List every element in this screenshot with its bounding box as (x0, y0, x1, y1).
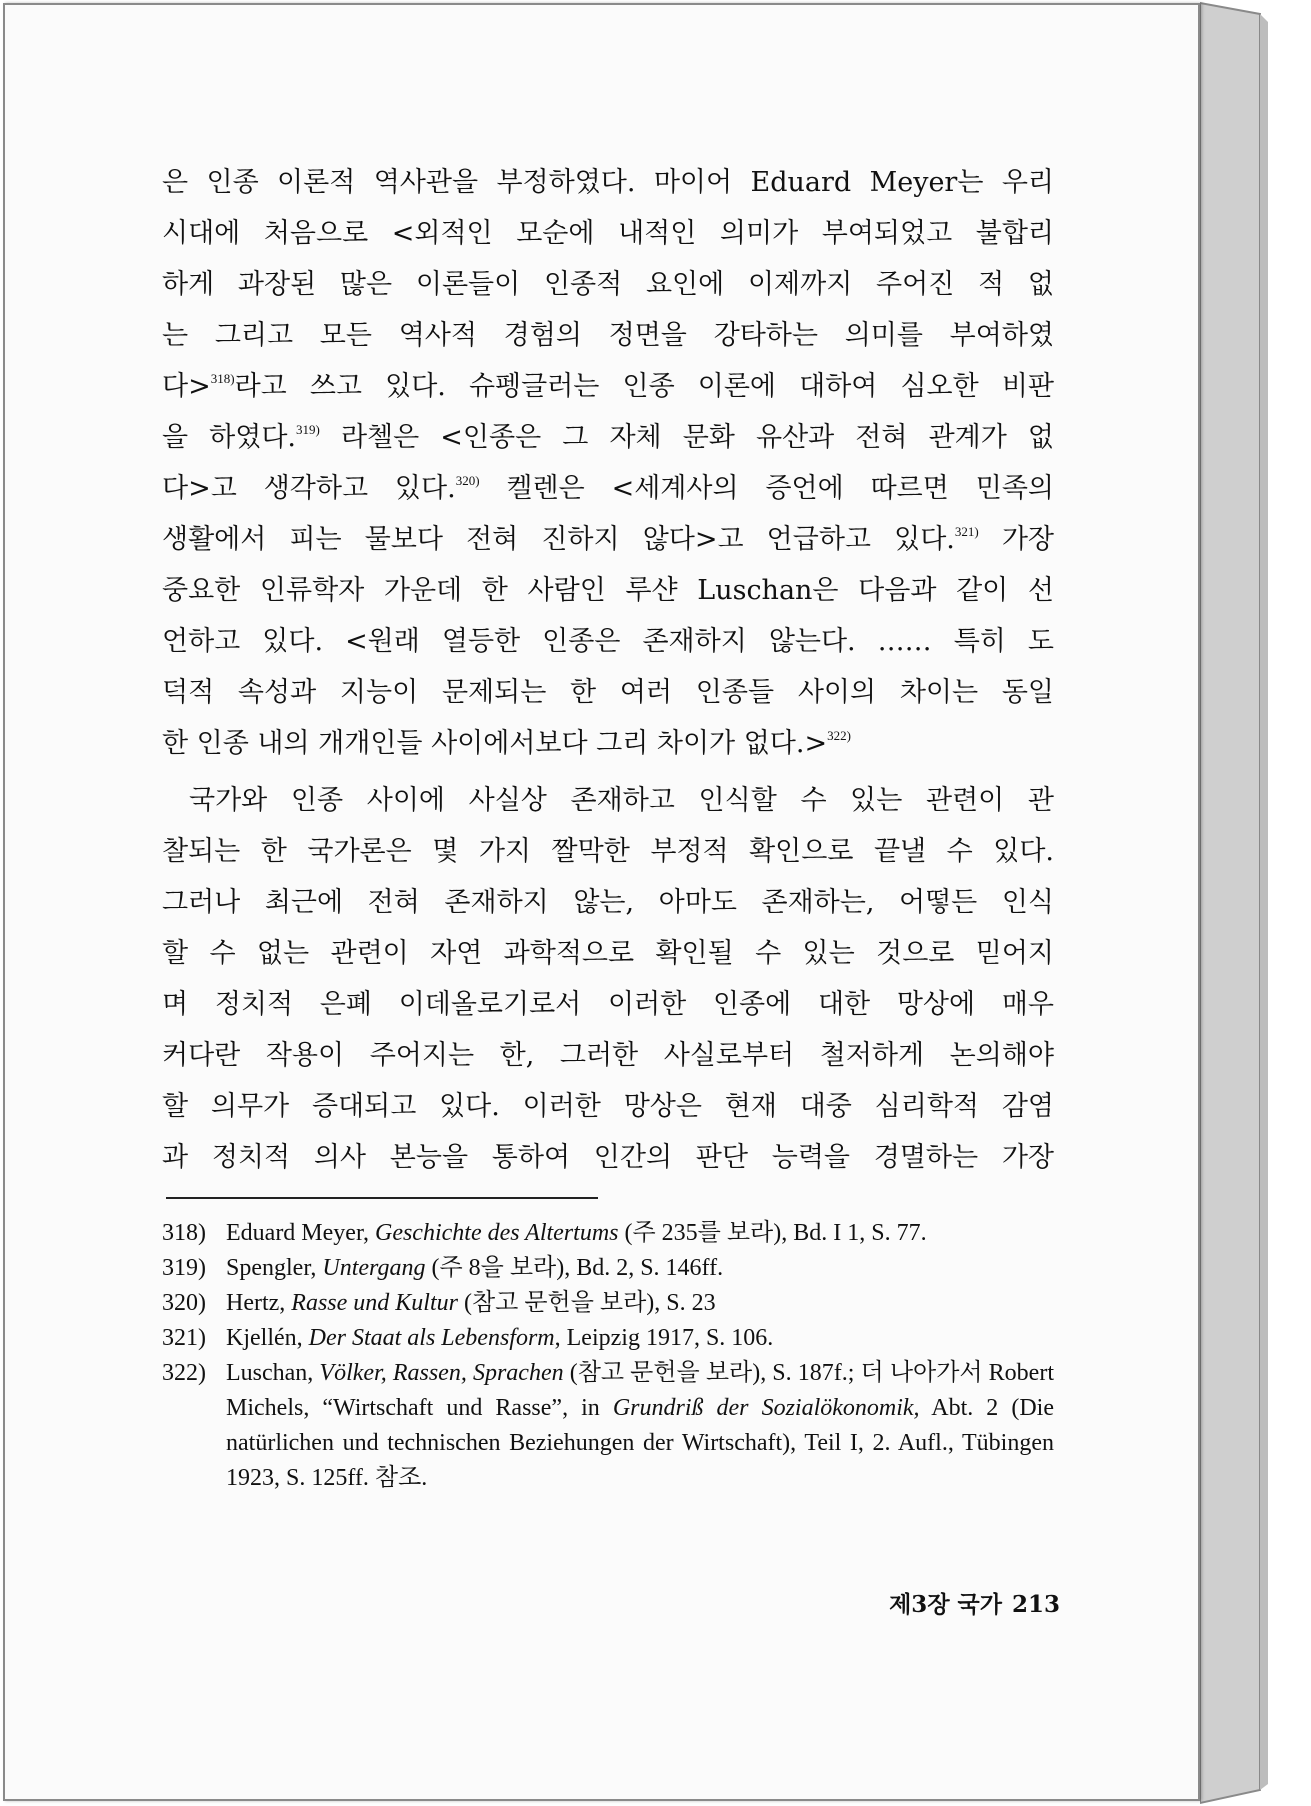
text-segment: 라첼은 <인종은 그 자체 문화 유산과 전혀 관계가 없 (319, 422, 1054, 453)
footnote-text (226, 1321, 1054, 1356)
text-segment: 다> (162, 371, 211, 402)
footnote-text (226, 1356, 1054, 1496)
footnote-segment: (주 8을 보라), Bd. 2, S. 146ff. (425, 1255, 724, 1281)
footnote-title: Grundriß der Sozialökonomik, (612, 1395, 920, 1421)
footnote-title: Geschichte des Altertums (374, 1220, 619, 1246)
text-line: 할 수 없는 관련이 자연 과학적으로 확인될 수 있는 것으로 믿어지 (162, 938, 1054, 969)
footnote-number: 318) (162, 1220, 206, 1246)
text-line (162, 361, 1054, 412)
footnote-title: Untergang (322, 1255, 426, 1281)
text-line (162, 718, 1054, 769)
text-line (162, 514, 1054, 565)
text-line (162, 463, 1054, 514)
page-footer (840, 1586, 1060, 1619)
footnote-ref: 318) (210, 371, 235, 386)
footnote (162, 1251, 1054, 1286)
text-line (162, 412, 1054, 463)
footnote-number: 320) (162, 1290, 206, 1316)
footnote-segment: Eduard Meyer, (226, 1220, 375, 1246)
footnote (162, 1321, 1054, 1356)
footnote-title: Völker, Rassen, Sprachen (319, 1360, 564, 1386)
text-line: 찰되는 한 국가론은 몇 가지 짤막한 부정적 확인으로 끝낼 수 있다. (162, 836, 1054, 867)
footnote-number: 322) (162, 1360, 206, 1386)
footnote-segment: (주 235를 보라), Bd. I 1, S. 77. (618, 1220, 927, 1246)
footnote-segment: (참고 문헌을 보라), S. 23 (457, 1290, 716, 1316)
book-edge-graphic (1200, 0, 1311, 1806)
footnote-segment: Abt. 2 (Die natürlichen und technischen Beziehungen der Wirtschaft), Teil I, 2. Aufl., Tübingen 1923, S. 125ff. 참조. (226, 1395, 1054, 1491)
footnote-text (226, 1251, 1054, 1286)
text-line: 덕적 속성과 지능이 문제되는 한 여러 인종들 사이의 차이는 동일 (162, 677, 1054, 708)
footnotes (162, 1216, 1054, 1496)
chapter-title: 제3장 국가 (889, 1591, 1002, 1618)
footnote-title: Rasse und Kultur (291, 1290, 458, 1316)
footnote-segment: Luschan, (226, 1360, 320, 1386)
text-line: 국가와 인종 사이에 사실상 존재하고 인식할 수 있는 관련이 관 (189, 785, 1054, 816)
footnote-divider (166, 1197, 598, 1199)
footnote-text (226, 1216, 1054, 1251)
footnote-number: 321) (162, 1325, 206, 1351)
footnote-ref: 322) (827, 728, 851, 743)
footnote (162, 1216, 1054, 1251)
text-segment: 다>고 생각하고 있다. (162, 473, 456, 504)
footnote-segment: Spengler, (226, 1255, 323, 1281)
footnote-ref: 319) (296, 422, 320, 437)
text-line: 며 정치적 은폐 이데올로기로서 이러한 인종에 대한 망상에 매우 (162, 989, 1054, 1020)
text-segment: 라고 쓰고 있다. 슈펭글러는 인종 이론에 대하여 심오한 비판 (234, 371, 1054, 402)
text-segment: 생활에서 피는 물보다 전혀 진하지 않다>고 언급하고 있다. (162, 524, 955, 555)
book-page-edge (1200, 0, 1311, 1806)
text-line: 그러나 최근에 전혀 존재하지 않는, 아마도 존재하는, 어떻든 인식 (162, 887, 1054, 918)
text-segment: 켈렌은 <세계사의 증언에 따르면 민족의 (479, 473, 1054, 504)
footnote-text (226, 1286, 1054, 1321)
text-line: 커다란 작용이 주어지는 한, 그러한 사실로부터 철저하게 논의해야 (162, 1040, 1054, 1071)
footnote-segment: Hertz, (226, 1290, 292, 1316)
text-line: 은 인종 이론적 역사관을 부정하였다. 마이어 Eduard Meyer는 우리 (162, 167, 1054, 198)
footnote (162, 1286, 1054, 1321)
text-line: 하게 과장된 많은 이론들이 인종적 요인에 이제까지 주어진 적 없 (162, 269, 1054, 300)
text-line: 할 의무가 증대되고 있다. 이러한 망상은 현재 대중 심리학적 감염 (162, 1091, 1054, 1122)
page-number: 213 (1011, 1591, 1060, 1618)
text-line: 는 그리고 모든 역사적 경험의 정면을 강타하는 의미를 부여하였 (162, 320, 1054, 351)
main-text (162, 157, 1054, 1183)
footnote-segment: (참고 문헌을 보라), S. 187f.; 더 나아가서 Robert Michels, “Wirtschaft und Rasse”, in (226, 1360, 1054, 1421)
footnote-ref: 320) (455, 473, 480, 488)
footnote-segment: Kjellén, (226, 1325, 309, 1351)
footnote-title: Der Staat als Lebensform (308, 1325, 555, 1351)
text-line: 언하고 있다. <원래 열등한 인종은 존재하지 않는다. …… 특히 도 (162, 626, 1054, 657)
footnote-number: 319) (162, 1255, 206, 1281)
footnote-segment: , Leipzig 1917, S. 106. (554, 1325, 774, 1351)
text-line: 중요한 인류학자 가운데 한 사람인 루샨 Luschan은 다음과 같이 선 (162, 575, 1054, 606)
text-line: 과 정치적 의사 본능을 통하여 인간의 판단 능력을 경멸하는 가장 (162, 1142, 1054, 1173)
text-segment: 가장 (978, 524, 1054, 555)
text-segment: 한 인종 내의 개개인들 사이에서보다 그리 차이가 없다.> (162, 728, 828, 759)
book-page (3, 3, 1200, 1801)
text-line: 시대에 처음으로 <외적인 모순에 내적인 의미가 부여되었고 불합리 (162, 218, 1054, 249)
footnote (162, 1356, 1054, 1496)
text-segment: 을 하였다. (162, 422, 297, 453)
footnote-ref: 321) (954, 524, 979, 539)
